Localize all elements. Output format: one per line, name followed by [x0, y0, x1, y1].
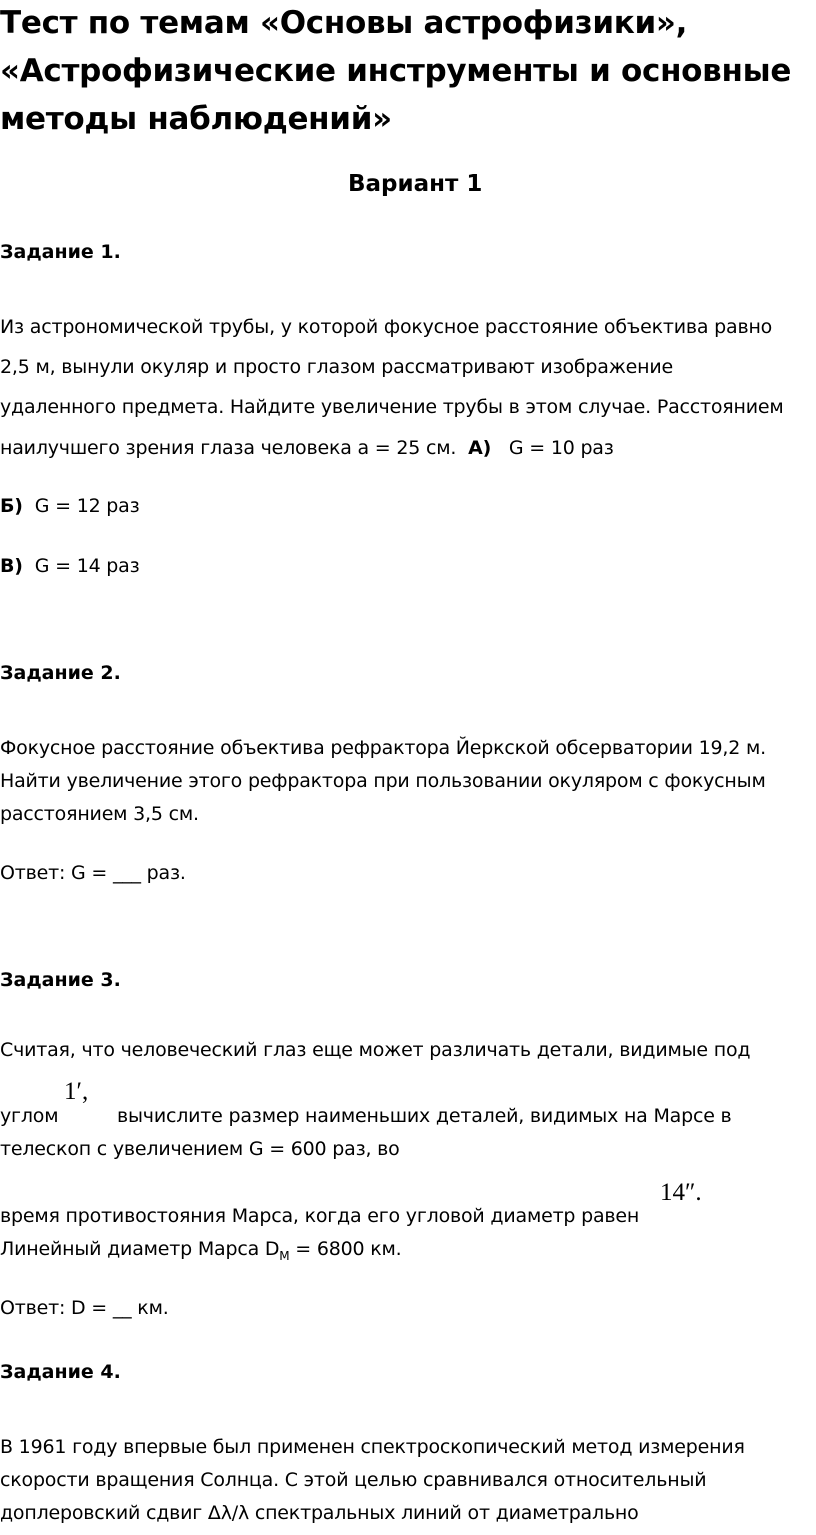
option-c-label: В)	[0, 555, 23, 577]
task2-heading: Задание 2.	[0, 662, 121, 684]
task1-text-line: удаленного предмета. Найдите увеличение трубы в этом случае. Расстоянием	[0, 396, 784, 418]
task3-text-line: время противостояния Марса, когда его угловой диаметр равен	[0, 1205, 640, 1227]
variant-heading: Вариант 1	[348, 171, 483, 197]
task2-text-line: Найти увеличение этого рефрактора при пользовании окуляром с фокусным	[0, 770, 766, 792]
mars-diameter-value: = 6800 км.	[289, 1238, 402, 1260]
task1-text-line: Из астрономической трубы, у которой фокусное расстояние объектива равно	[0, 316, 773, 338]
task4-text-line: В 1961 году впервые был применен спектроскопический метод измерения	[0, 1436, 745, 1458]
option-c	[0, 555, 140, 577]
page-title-line-1: Тест по темам «Основы астрофизики»,	[0, 5, 688, 41]
task1-text-line: 2,5 м, вынули окуляр и просто глазом рассматривают изображение	[0, 356, 673, 378]
mars-diameter-text: Линейный диаметр Марса D	[0, 1238, 280, 1260]
task3-text-line: вычислите размер наименьших деталей, видимых на Марсе в	[117, 1105, 732, 1127]
option-b	[0, 495, 140, 517]
task3-text-line: телескоп с увеличением G = 600 раз, во	[0, 1138, 400, 1160]
option-b-label: Б)	[0, 495, 23, 517]
angle-formula-1: 1′,	[64, 1078, 89, 1105]
task1-heading: Задание 1.	[0, 241, 121, 263]
page-title-line-3: методы наблюдений»	[0, 101, 392, 137]
mars-diameter-line	[0, 1238, 402, 1263]
task2-text-line: Фокусное расстояние объектива рефрактора Йеркской обсерватории 19,2 м.	[0, 737, 766, 759]
task1-text-line-last	[0, 437, 614, 459]
task3-text-line: Считая, что человеческий глаз еще может различать детали, видимые под	[0, 1039, 751, 1061]
task3-answer: Ответ: D = __ км.	[0, 1297, 169, 1319]
task2-text-line: расстоянием 3,5 см.	[0, 803, 199, 825]
mars-diameter-subscript: М	[279, 1248, 290, 1263]
task4-heading: Задание 4.	[0, 1361, 121, 1383]
task3-text-line: углом	[0, 1105, 59, 1127]
angle-formula-2: 14″.	[660, 1179, 702, 1206]
task1-text-line: наилучшего зрения глаза человека a = 25 см.	[0, 437, 457, 459]
page-title-line-2: «Астрофизические инструменты и основные	[0, 53, 792, 89]
option-b-text: G = 12 раз	[34, 495, 140, 517]
task4-text-line: доплеровский сдвиг Δλ/λ спектральных линий от диаметрально	[0, 1502, 639, 1524]
task2-answer: Ответ: G = ___ раз.	[0, 862, 186, 884]
option-c-text: G = 14 раз	[34, 555, 140, 577]
task4-text-line: скорости вращения Солнца. С этой целью сравнивался относительный	[0, 1469, 707, 1491]
option-a-label: А)	[468, 437, 492, 459]
task3-heading: Задание 3.	[0, 969, 121, 991]
option-a-text: G = 10 раз	[508, 437, 614, 459]
